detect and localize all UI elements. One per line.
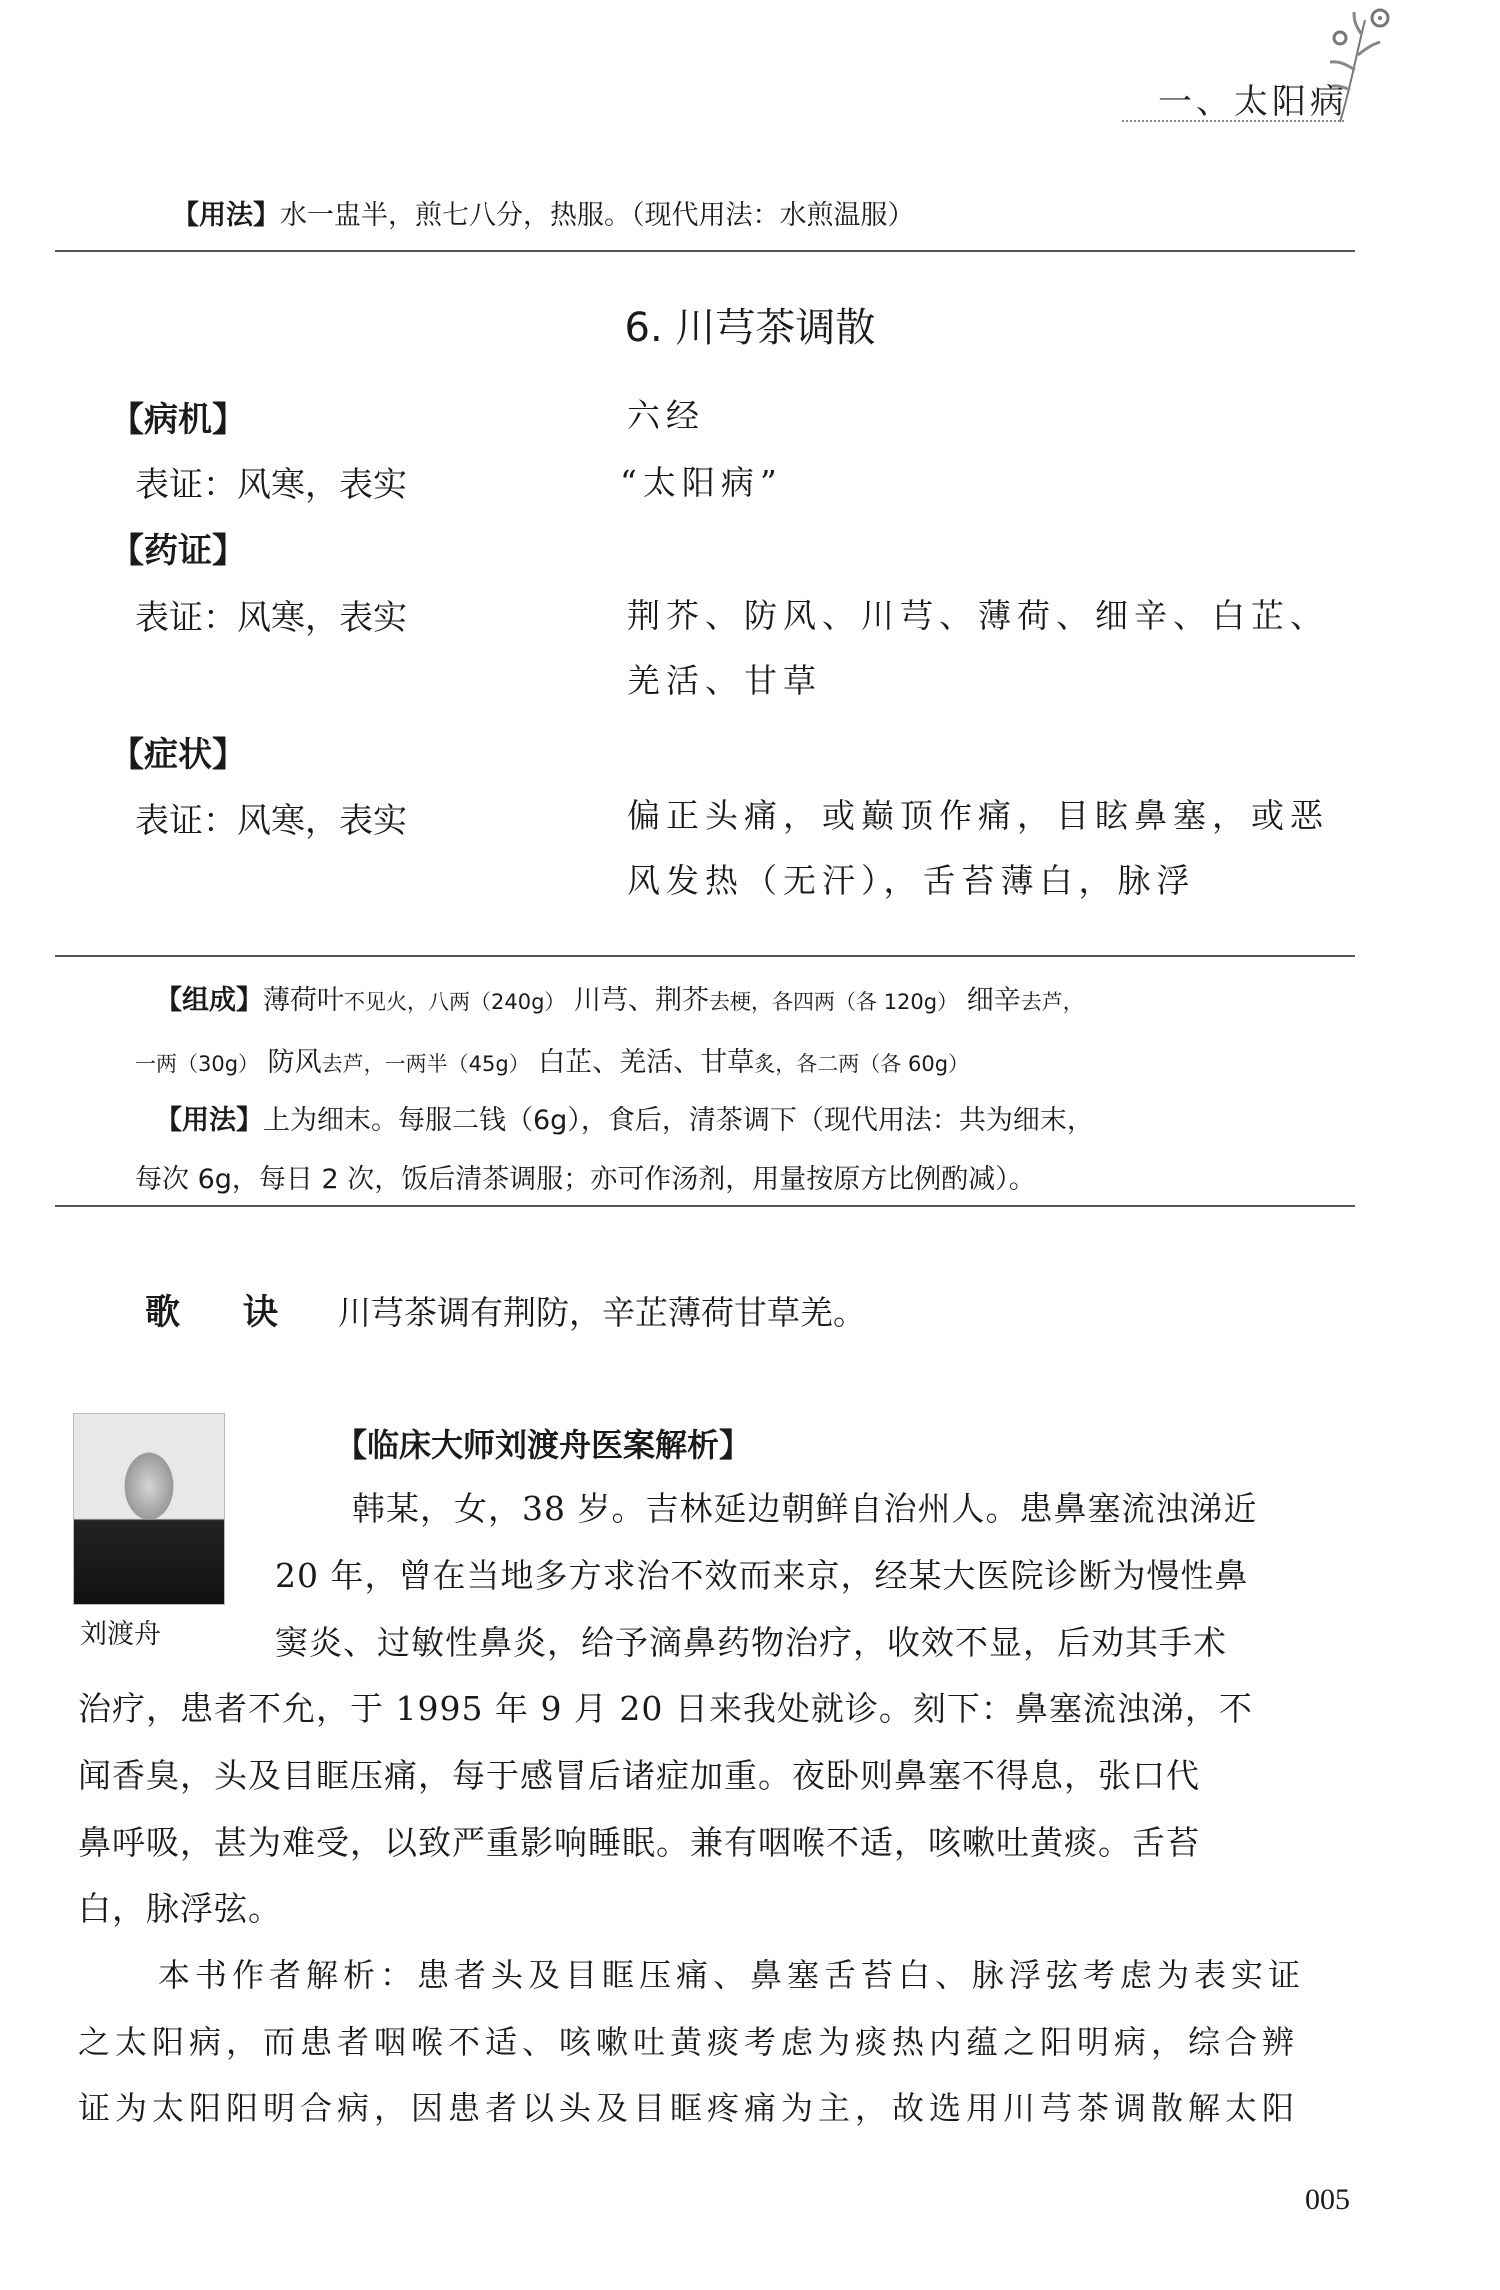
portrait-photo — [73, 1413, 225, 1605]
divider — [55, 955, 1355, 957]
label-pathogenesis: 【病机】 — [110, 400, 246, 440]
case-line: 韩某，女，38 岁。吉林延边朝鲜自治州人。患鼻塞流浊涕近 — [352, 1489, 1258, 1528]
label-drug-pattern: 【药证】 — [110, 531, 246, 571]
analysis-line: 之太阳病，而患者咽喉不适、咳嗽吐黄痰考虑为痰热内蕴之阳明病，综合辨 — [78, 2023, 1300, 2061]
exterior-pattern: 表证：风寒，表实 — [135, 598, 407, 638]
case-line: 20 年，曾在当地多方求治不效而来京，经某大医院诊断为慢性鼻 — [275, 1556, 1249, 1595]
symptoms-line-1: 偏正头痛，或巅顶作痛，目眩鼻塞，或恶 — [627, 796, 1329, 835]
usage-line-1: 【用法】上为细末。每服二钱（6g），食后，清茶调下（现代用法：共为细末， — [155, 1105, 1094, 1136]
exterior-pattern: 表证：风寒，表实 — [135, 801, 407, 841]
composition-line-1: 【组成】薄荷叶不见火，八两（240g） 川芎、荆芥去梗，各四两（各 120g） 细辛去芦， — [155, 985, 1084, 1016]
composition-line-2: 一两（30g） 防风去芦，一两半（45g） 白芷、羌活、甘草炙，各二两（各 60g） — [135, 1047, 970, 1078]
divider — [55, 250, 1355, 252]
herb-list-line-1: 荆芥、防风、川芎、薄荷、细辛、白芷、 — [627, 596, 1329, 635]
herb-list-line-2: 羌活、甘草 — [627, 661, 822, 700]
taiyang-disease: “太阳病” — [620, 463, 783, 502]
flower-icon — [1310, 0, 1400, 125]
case-line: 鼻呼吸，甚为难受，以致严重影响睡眠。兼有咽喉不适，咳嗽吐黄痰。舌苔 — [78, 1823, 1200, 1862]
previous-usage: 【用法】水一盅半，煎七八分，热服。（现代用法：水煎温服） — [172, 200, 915, 231]
six-meridians: 六经 — [627, 396, 705, 435]
label-symptoms: 【症状】 — [110, 735, 246, 775]
verse-text: 川芎茶调有荆防，辛芷薄荷甘草羌。 — [338, 1293, 866, 1332]
case-line: 治疗，患者不允，于 1995 年 9 月 20 日来我处就诊。刻下：鼻塞流浊涕，不 — [78, 1689, 1253, 1728]
section-title: 6. 川芎茶调散 — [624, 305, 876, 351]
photo-caption: 刘渡舟 — [80, 1619, 161, 1650]
chapter-title: 一、太阳病 — [1158, 82, 1348, 122]
analysis-line: 证为太阳阳明合病，因患者以头及目眶疼痛为主，故选用川芎茶调散解太阳 — [78, 2089, 1300, 2127]
case-line: 白，脉浮弦。 — [78, 1889, 282, 1928]
case-heading: 【临床大师刘渡舟医案解析】 — [335, 1426, 752, 1464]
analysis-line: 本书作者解析：患者头及目眶压痛、鼻塞舌苔白、脉浮弦考虑为表实证 — [158, 1956, 1306, 1994]
exterior-pattern: 表证：风寒，表实 — [135, 465, 407, 505]
usage-line-2: 每次 6g，每日 2 次，饭后清茶调服；亦可作汤剂，用量按原方比例酌减）。 — [135, 1164, 1036, 1195]
symptoms-line-2: 风发热（无汗），舌苔薄白，脉浮 — [627, 861, 1196, 900]
case-line: 闻香臭，头及目眶压痛，每于感冒后诸症加重。夜卧则鼻塞不得息，张口代 — [78, 1756, 1200, 1795]
case-line: 窦炎、过敏性鼻炎，给予滴鼻药物治疗，收效不显，后劝其手术 — [275, 1623, 1227, 1662]
page-number: 005 — [1305, 2183, 1350, 2216]
divider — [55, 1205, 1355, 1207]
verse-label: 歌 诀 — [145, 1293, 293, 1333]
